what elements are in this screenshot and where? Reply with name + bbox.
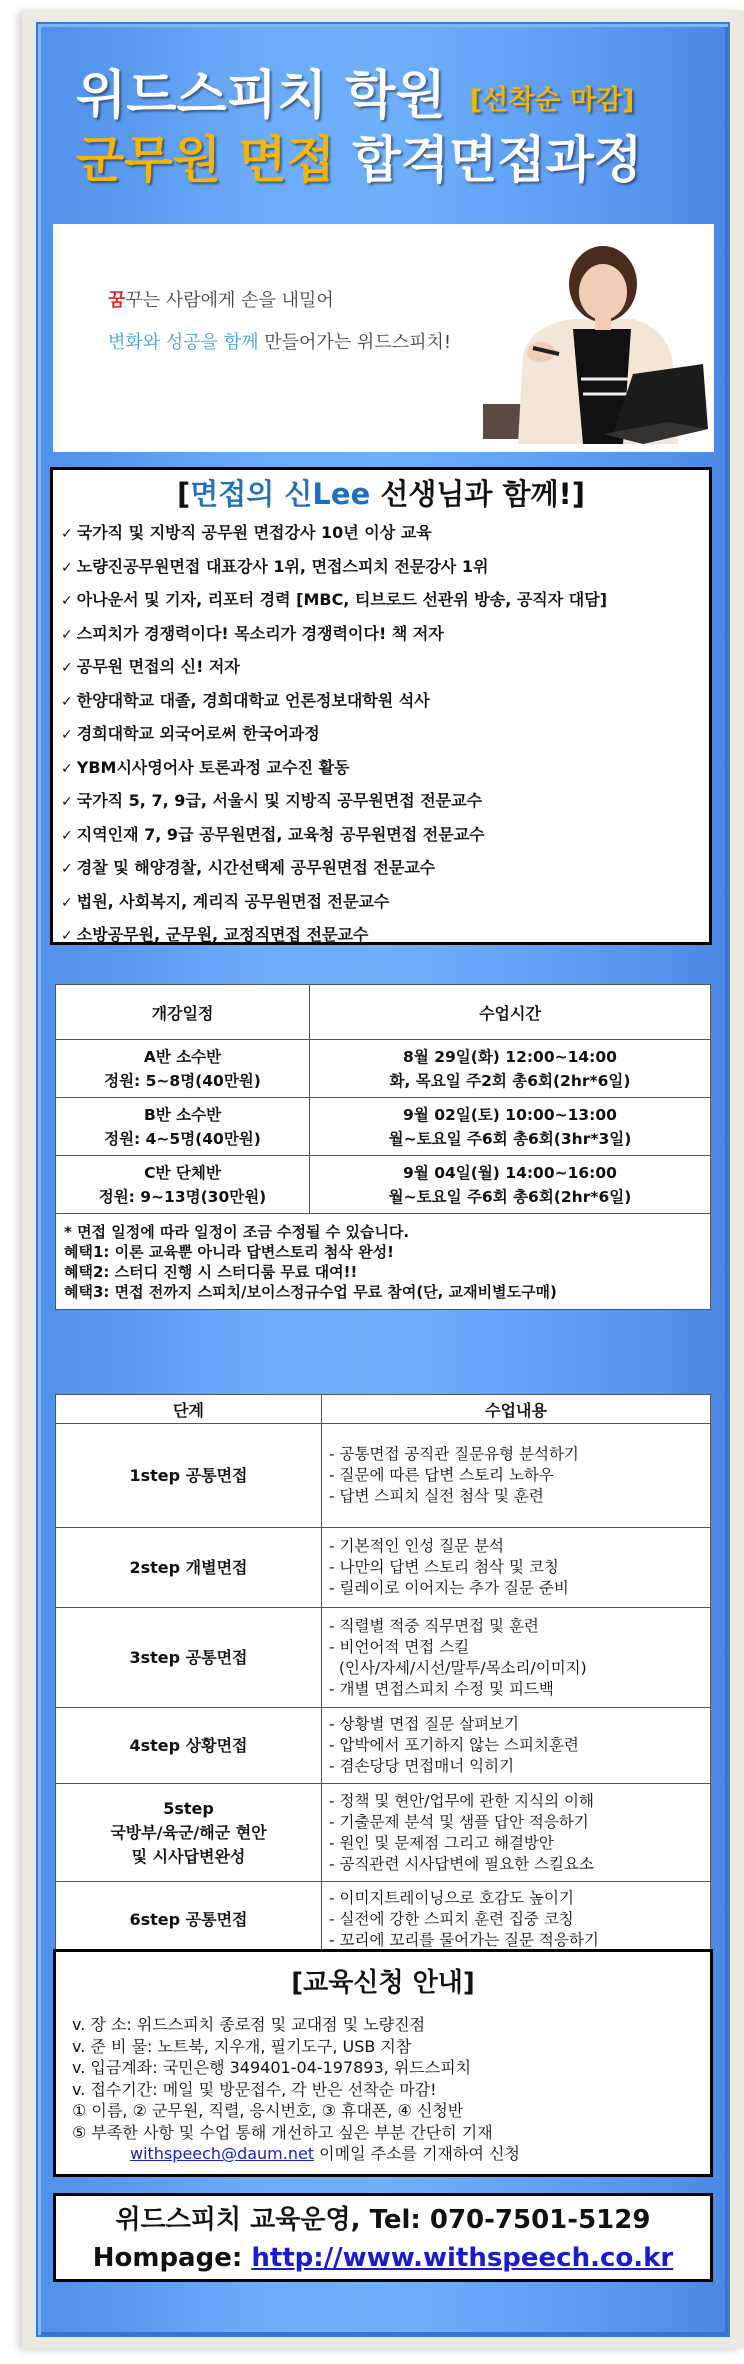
email-link[interactable]: withspeech@daum.net [130,2144,315,2163]
bank-account-line: v. 입금계좌: 국민은행 349401-04-197893, 위드스피치 [72,2058,472,2077]
application-info-box [53,1949,713,2177]
note-item: * 면접 일정에 따라 일정이 조금 수정될 수 있습니다. [64,1222,410,1241]
check-icon: ✓ [61,559,73,576]
bio-item: ✓ 노량진공무원면접 대표강사 1위, 면접스피치 전문강사 1위 [61,556,489,576]
bio-item: ✓ 경희대학교 외국어로써 한국어과정 [61,724,320,743]
step-content: - 상황별 면접 질문 살펴보기 - 압박에서 포기하지 않는 스피치훈련 - 겸손당당 면접매너 익히기 [322,1708,711,1784]
header-start-date: 개강일정 [56,985,310,1040]
curriculum-table [55,1394,711,1958]
schedule-table [55,984,711,1310]
step-label: 6step 공통면접 [56,1882,322,1958]
bio-title-bracket: [ [177,477,191,511]
step-label: 4step 상황면접 [56,1708,322,1784]
location-line: v. 장 소: 위드스피치 종로점 및 교대점 및 노량진점 [72,2015,426,2034]
curriculum-row [56,1608,711,1708]
class-cell: C반 단체반 정원: 9~13명(30만원) [56,1156,310,1214]
bio-item: ✓ 경찰 및 해양경찰, 시간선택제 공무원면접 전문교수 [61,858,436,877]
supplies-line: v. 준 비 물: 노트북, 지우개, 필기도구, USB 지참 [72,2036,412,2056]
header-step: 단계 [56,1395,322,1424]
course-title [76,130,716,190]
bio-item: ✓ 한양대학교 대졸, 경희대학교 언론정보대학원 석사 [61,690,430,710]
curriculum-row [56,1708,711,1784]
step-label: 5step 국방부/육군/해군 현안 및 시사답변완성 [56,1784,322,1882]
academy-name: 위드스피치 학원 [76,66,446,126]
improvement-line: ⑤ 부족한 사항 및 수업 통해 개선하고 싶은 부분 간단히 기재 [72,2122,493,2142]
curriculum-header-row [56,1395,711,1424]
benefit-item: 혜택2: 스터디 진행 시 스터디룸 무료 대여!! [64,1262,358,1281]
hero-banner [53,224,714,452]
schedule-notes [56,1214,711,1310]
course-rest: 합격면접과정 [352,131,643,189]
step-label: 1step 공통면접 [56,1424,322,1528]
hero-text-2: 만들어가는 위드스피치! [258,332,452,353]
application-title: [교육신청 안내] [291,1968,475,1998]
homepage-line [56,2239,710,2277]
check-icon: ✓ [61,827,73,844]
check-icon: ✓ [61,760,73,777]
bio-item: ✓ 국가직 5, 7, 9급, 서울시 및 지방직 공무원면접 전문교수 [61,791,483,810]
check-icon: ✓ [61,626,73,643]
hero-slogan-1 [108,286,334,312]
contact-box [53,2193,713,2282]
hero-accent-2: 변화와 성공을 함께 [108,332,259,353]
check-icon: ✓ [61,894,73,911]
bio-item: ✓ 지역인재 7, 9급 공무원면접, 교육청 공무원면접 전문교수 [61,824,485,844]
step-label: 2step 개별면접 [56,1528,322,1608]
homepage-label: Hompage: [92,2243,252,2273]
check-icon: ✓ [61,526,73,542]
hero-slogan-2 [108,328,451,354]
time-cell: 9월 02일(토) 10:00~13:00 월~토요일 주6회 총6회(3hr*3일) [310,1098,711,1156]
bio-title-rest: 선생님과 함께!] [370,477,585,511]
check-icon: ✓ [61,928,73,944]
instructor-bio-box [50,467,712,945]
class-cell: B반 소수반 정원: 4~5명(40만원) [56,1098,310,1156]
hero-text-1: 꾸는 사람에게 손을 내밀어 [125,290,334,311]
bio-item: ✓ 스피치가 경쟁력이다! 목소리가 경쟁력이다! 책 저자 [61,623,444,643]
header-content: 수업내용 [322,1395,711,1424]
email-line [72,2143,710,2165]
schedule-header-row [56,985,711,1040]
bio-item: ✓ 공무원 면접의 신! 저자 [61,657,240,676]
step-content: - 정책 및 현안/업무에 관한 지식의 이해 - 기출문제 분석 및 샘플 답안 적응하기 - 원인 및 문제점 그리고 해결방안 - 공직관련 시사답변에 필요한 스킬요소 [322,1784,711,1882]
curriculum-row [56,1424,711,1528]
schedule-notes-row [56,1214,711,1310]
curriculum-row [56,1784,711,1882]
check-icon: ✓ [61,727,73,743]
check-icon: ✓ [61,593,73,609]
check-icon: ✓ [61,693,73,710]
step-label: 3step 공통면접 [56,1608,322,1708]
homepage-link[interactable]: http://www.withspeech.co.kr [251,2243,674,2273]
application-period-line: v. 접수기간: 메일 및 방문접수, 각 반은 선착순 마감! [72,2079,437,2099]
email-suffix: 이메일 주소를 기재하여 신청 [314,2144,520,2163]
bio-item: ✓ 국가직 및 지방직 공무원 면접강사 10년 이상 교육 [61,523,432,542]
step-content: - 공통면접 공직관 질문유형 분석하기 - 질문에 따른 답변 스토리 노하우 - 답변 스피치 실전 첨삭 및 훈련 [322,1424,711,1528]
course-highlight: 군무원 면접 [76,131,335,189]
schedule-row [56,1156,711,1214]
bio-item: ✓ 소방공무원, 군무원, 교정직면접 전문교수 [61,925,369,944]
application-details [56,2014,710,2165]
time-cell: 9월 04일(월) 14:00~16:00 월~토요일 주6회 총6회(2hr*6일) [310,1156,711,1214]
bio-list [53,516,709,952]
time-cell: 8월 29일(화) 12:00~14:00 화, 목요일 주2회 총6회(2hr*6일) [310,1040,711,1098]
hero-accent-1: 꿈 [108,290,126,311]
step-content: - 이미지트레이닝으로 호감도 높이기 - 실전에 강한 스피치 훈련 집중 코칭 - 꼬리에 꼬리를 물어가는 질문 적응하기 [322,1882,711,1958]
step-content: - 기본적인 인성 질문 분석 - 나만의 답변 스토리 첨삭 및 코칭 - 릴레이로 이어지는 추가 질문 준비 [322,1528,711,1608]
instructor-photo-icon [463,244,713,444]
step-content: - 직렬별 적중 직무면접 및 훈련 - 비언어적 면접 스킬 (인사/자세/시선/말투/목소리/이미지) - 개별 면접스피치 수정 및 피드백 [322,1608,711,1708]
check-icon: ✓ [61,861,73,877]
bio-item: ✓ 아나운서 및 기자, 리포터 경력 [MBC, 티브로드 선관위 방송, 공직자 대담] [61,590,608,609]
benefit-item: 혜택3: 면접 전까지 스피치/보이스정규수업 무료 참여(단, 교재비별도구매) [64,1282,557,1301]
required-info-line: ① 이름, ② 군무원, 직렬, 응시번호, ③ 휴대폰, ④ 신청반 [72,2101,464,2120]
contact-phone: 위드스피치 교육운영, Tel: 070-7501-5129 [115,2205,651,2235]
benefit-item: 혜택1: 이론 교육뿐 아니라 답변스토리 첨삭 완성! [64,1242,394,1261]
curriculum-row [56,1528,711,1608]
bio-item: ✓ YBM시사영어사 토론과정 교수진 활동 [61,757,350,777]
bio-title [53,474,709,514]
bio-title-highlight: 면접의 신Lee [190,477,371,511]
header-class-time: 수업시간 [310,985,711,1040]
schedule-row [56,1040,711,1098]
check-icon: ✓ [61,794,73,810]
bio-item: ✓ 법원, 사회복지, 계리직 공무원면접 전문교수 [61,891,390,911]
page-title [76,66,716,131]
curriculum-row [56,1882,711,1958]
class-cell: A반 소수반 정원: 5~8명(40만원) [56,1040,310,1098]
check-icon: ✓ [61,660,73,676]
first-come-badge: [선착순 마감] [469,85,635,116]
schedule-row [56,1098,711,1156]
